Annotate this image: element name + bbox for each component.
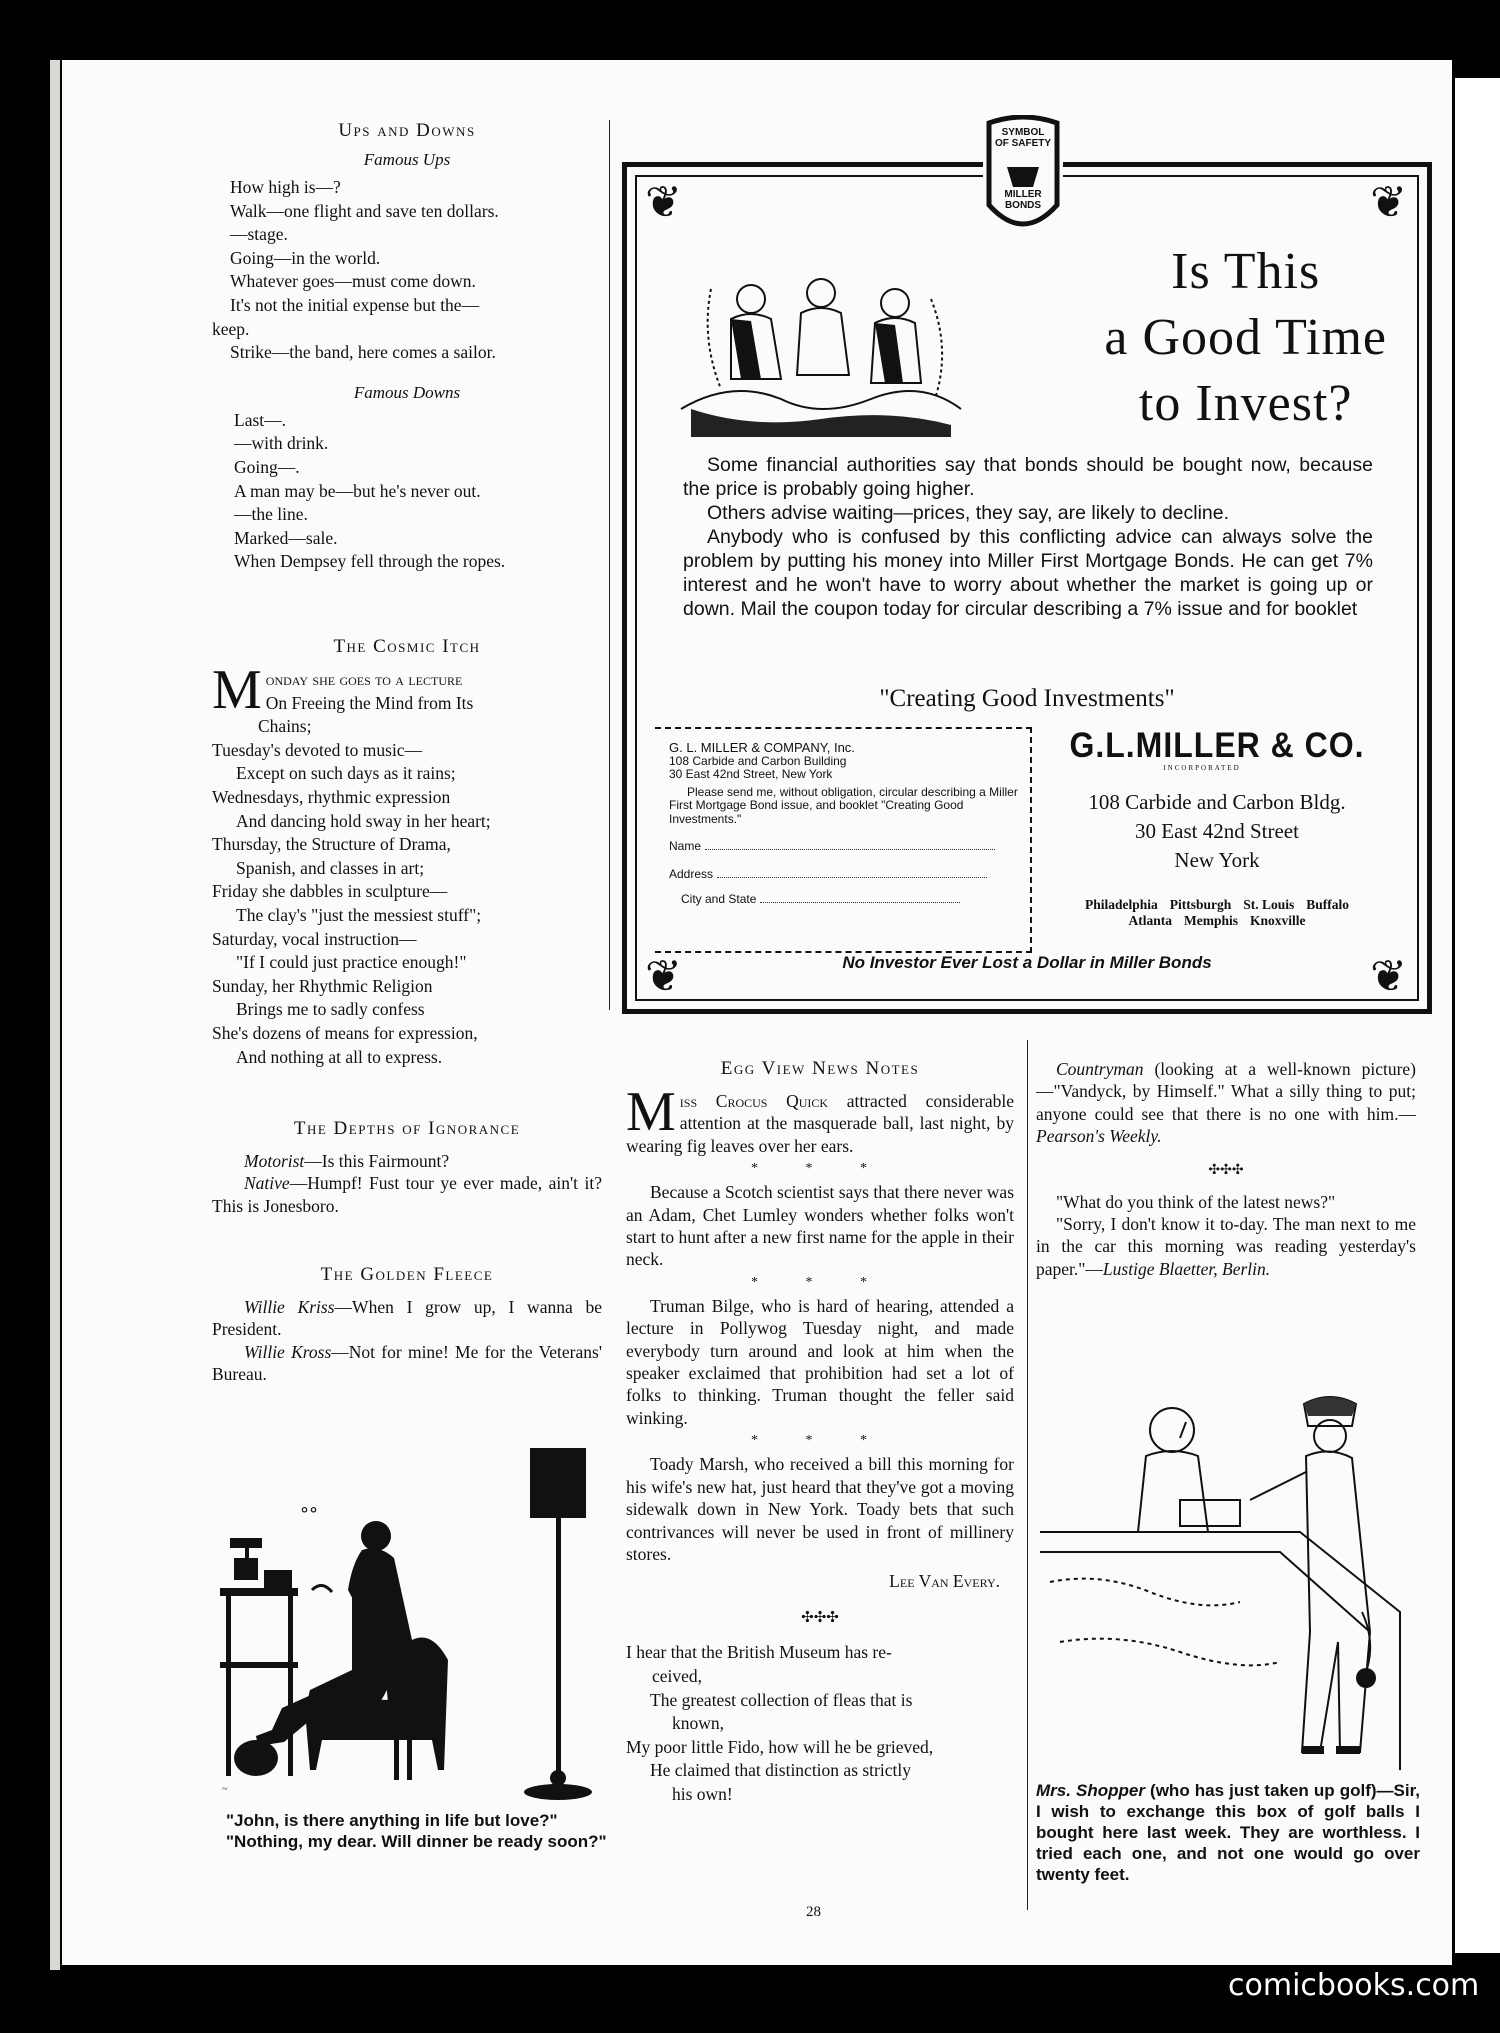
cosmic-itch-title: The Cosmic Itch [333, 636, 481, 657]
verse-line: Strike—the band, here comes a sailor. [230, 342, 496, 363]
speaker: Countryman [1056, 1059, 1144, 1079]
source: Pearson's Weekly. [1036, 1126, 1162, 1147]
facing-page-edge [1455, 78, 1500, 1953]
ups-and-downs-title: Ups and Downs [338, 120, 476, 141]
right-column [1036, 1058, 1416, 1280]
city: Pittsburgh [1169, 897, 1232, 912]
news-name: iss Crocus Quick [679, 1091, 829, 1111]
verse-line: —with drink. [234, 433, 329, 454]
verse-line: Whatever goes—must come down. [230, 271, 476, 292]
source: Lustige Blaetter, Berlin. [1102, 1258, 1271, 1279]
dropcap: M [626, 1081, 676, 1143]
mail-coupon[interactable] [655, 727, 1032, 953]
egg-view-news-notes [626, 1058, 1014, 1806]
ad-headline [1104, 239, 1387, 437]
verse-line: Sunday, her Rhythmic Religion [212, 975, 433, 996]
news-item: attracted considerable attention at the masquerade ball, last night, by wearing fig leaves over her ears. [626, 1091, 1015, 1156]
name-field[interactable] [705, 849, 995, 850]
verse-line: Last—. [234, 409, 287, 430]
verse-line: ceived, [652, 1665, 703, 1686]
byline: Lee Van Every. [889, 1571, 1000, 1592]
dialogue: —Humpf! Fust tour ye ever made, ain't it? This is Jonesboro. [212, 1173, 602, 1216]
verse-line: A man may be—but he's never out. [234, 480, 481, 501]
businessmen-illustration [671, 259, 971, 437]
speaker: Native [244, 1173, 290, 1194]
firm-block [1037, 727, 1397, 929]
ad-tagline: No Investor Ever Lost a Dollar in Miller Bonds [842, 953, 1212, 972]
headline-line: to Invest? [1138, 375, 1353, 432]
ad-slogan: "Creating Good Investments" [879, 685, 1175, 712]
verse-line: Marked—sale. [234, 527, 338, 548]
binding-gutter [50, 60, 60, 1970]
coupon-address: 30 East 42nd Street, New York [669, 767, 833, 781]
verse-line: Thursday, the Structure of Drama, [212, 834, 451, 855]
separator-stars: * * * [751, 1274, 889, 1290]
corner-flourish-icon: ❦ [645, 952, 682, 1001]
caption-line: "John, is there anything in life but love?" [226, 1811, 558, 1830]
dropcap: M [212, 659, 262, 721]
verse-line: Friday she dabbles in sculpture— [212, 881, 448, 902]
verse-line: Except on such days as it rains; [236, 763, 456, 784]
city: St. Louis [1243, 897, 1295, 912]
separator-stars: * * * [751, 1161, 889, 1177]
depths-title: The Depths of Ignorance [293, 1118, 521, 1139]
famous-downs-heading: Famous Downs [353, 382, 461, 402]
verse-line: keep. [212, 318, 250, 339]
symbol-of-safety-badge [983, 115, 1063, 245]
svg-text:°°: °° [300, 1504, 318, 1525]
caption-line: "Nothing, my dear. Will dinner be ready soon?" [226, 1832, 607, 1851]
miller-logo: G.L.MILLER & CO. [1069, 725, 1365, 765]
ornament-icon: ✣✣✣ [1208, 1162, 1244, 1178]
depths-of-ignorance [212, 1118, 602, 1217]
joke-question: "What do you think of the latest news?" [1056, 1191, 1336, 1212]
city: Atlanta [1128, 913, 1172, 928]
watermark: comicbooks.com [1228, 1968, 1480, 2003]
news-item: Because a Scotch scientist says that there never was an Adam, Chet Lumley wonders whether folks won't start to hunt after a new first name for the apple in their neck. [626, 1182, 1014, 1270]
verse-line: How high is—? [230, 177, 341, 197]
speaker: Willie Kross [244, 1341, 332, 1362]
shopper-caption [1036, 1780, 1420, 1885]
verse-line: The greatest collection of fleas that is [650, 1689, 913, 1710]
verse-line: And dancing hold sway in her heart; [236, 810, 491, 831]
corner-flourish-icon: ❦ [1370, 952, 1407, 1001]
verse-line: Brings me to sadly confess [236, 999, 425, 1020]
verse-line: He claimed that distinction as strictly [650, 1760, 911, 1781]
ad-paragraph: Others advise waiting—prices, they say, are likely to decline. [707, 502, 1230, 524]
city: Buffalo [1306, 897, 1350, 912]
verse-line: Walk—one flight and save ten dollars. [230, 200, 499, 221]
coupon-address-label: Address [669, 866, 714, 881]
verse-line: —the line. [234, 504, 308, 525]
page-number: 28 [806, 1904, 821, 1920]
logo-sub: INCORPORATED [1163, 764, 1241, 772]
cosmic-itch [212, 636, 602, 1069]
ups-and-downs [212, 120, 602, 574]
miller-bonds-advertisement [622, 127, 1432, 1014]
badge-text: MILLER [1004, 189, 1042, 200]
ad-body [683, 453, 1373, 621]
headline-line: Is This [1171, 243, 1321, 300]
verse-line: She's dozens of means for expression, [212, 1022, 478, 1043]
caption-text: (who has just taken up golf)—Sir, I wish to exchange this box of golf balls I bought here last week. They are worthless. I tried each one, and not one would go over twenty feet. [1036, 1781, 1420, 1884]
dialogue: —Not for mine! Me for the Veterans' Bureau. [212, 1341, 602, 1385]
speaker: Motorist [244, 1151, 305, 1171]
city: Knoxville [1249, 913, 1306, 928]
firm-address-line: New York [1174, 848, 1260, 872]
verse-line: Going—. [234, 456, 300, 477]
dialogue: —Is this Fairmount? [304, 1151, 450, 1171]
golden-fleece [212, 1264, 602, 1386]
badge-text: SYMBOL [1001, 127, 1045, 138]
verse-line: And nothing at all to express. [236, 1046, 443, 1067]
famous-ups-heading: Famous Ups [363, 150, 451, 169]
joke-text: (looking at a well-known picture)—"Vandyck, by Himself." What a silly thing to put; anyone could see that there is no one with him.— [1036, 1059, 1417, 1124]
joke-answer: "Sorry, I don't know it to-day. The man next to me in the car this morning was reading yesterday's paper."— [1036, 1214, 1416, 1279]
verse-line: Spanish, and classes in art; [236, 857, 425, 878]
address-field[interactable] [717, 877, 987, 878]
coupon-request: Please send me, without obligation, circular describing a Miller First Mortgage Bond issue, and booklet "Creating Good Investments." [669, 784, 1018, 826]
city-state-field[interactable] [760, 902, 960, 903]
verse-line: onday she goes to a lecture [265, 669, 463, 689]
verse-line: When Dempsey fell through the ropes. [234, 551, 506, 572]
golf-shop-illustration [1040, 1382, 1420, 1770]
corner-flourish-icon: ❦ [1370, 178, 1407, 227]
verse-line: My poor little Fido, how will he be grieved, [626, 1736, 934, 1757]
silhouette-caption [226, 1810, 608, 1852]
verse-line: Tuesday's devoted to music— [212, 739, 423, 760]
verse-line: his own! [672, 1783, 733, 1804]
column-rule [1027, 1040, 1028, 1910]
news-item: Toady Marsh, who received a bill this morning for his wife's new hat, just heard that they've got a moving sidewalk down in New York. Toady bets that such contrivances will never be used in front of millinery stores. [626, 1454, 1014, 1564]
speaker: Willie Kriss [244, 1297, 335, 1317]
verse-line: known, [672, 1713, 725, 1734]
verse-line: Saturday, vocal instruction— [212, 928, 417, 949]
verse-line: I hear that the British Museum has re- [626, 1642, 892, 1663]
ad-paragraph: Anybody who is confused by this conflicting advice can always solve the problem by putting his money into Miller First Mortgage Bonds. He can get 7% interest and he won't have to worry about whether the market is going up or down. Mail the coupon today for circular describing a 7% issue and for booklet [683, 526, 1373, 620]
coupon-name-label: Name [669, 839, 702, 853]
firm-address-line: 30 East 42nd Street [1135, 819, 1299, 843]
verse-line: Wednesdays, rhythmic expression [212, 786, 451, 807]
dialogue: —When I grow up, I wanna be President. [212, 1297, 602, 1340]
ornament-icon: ✣✣✣ [801, 1610, 839, 1627]
verse-line: Chains; [258, 716, 312, 737]
city: Philadelphia [1084, 897, 1158, 912]
verse-line: It's not the initial expense but the— [230, 294, 480, 315]
column-rule [609, 120, 610, 1010]
golden-fleece-title: The Golden Fleece [320, 1264, 494, 1285]
badge-text: OF SAFETY [994, 138, 1052, 149]
silhouette-illustration [212, 1440, 612, 1802]
verse-line: Going—in the world. [230, 247, 381, 268]
separator-stars: * * * [751, 1433, 889, 1449]
speaker: Mrs. Shopper [1036, 1781, 1145, 1800]
ad-paragraph: Some financial authorities say that bonds should be bought now, because the price is probably going higher. [683, 454, 1373, 500]
news-item: Truman Bilge, who is hard of hearing, attended a lecture in Pollywog Tuesday night, and made everybody turn around and look at him when the speaker exclaimed that prohibition had set a lot of folks to thinking. Truman thought the feller said winking. [626, 1295, 1014, 1428]
verse-line: On Freeing the Mind from Its [265, 692, 474, 713]
coupon-address: 108 Carbide and Carbon Building [669, 753, 847, 768]
corner-flourish-icon: ❦ [645, 178, 682, 227]
badge-text: BONDS [1004, 200, 1042, 211]
verse-line: "If I could just practice enough!" [236, 952, 467, 973]
coupon-city-label: City and State [681, 892, 757, 906]
headline-line: a Good Time [1104, 309, 1387, 366]
firm-address-line: 108 Carbide and Carbon Bldg. [1088, 790, 1346, 814]
svg-text:~: ~ [222, 1784, 228, 1795]
coupon-company: G. L. MILLER & COMPANY, Inc. [669, 740, 855, 755]
city: Memphis [1183, 913, 1238, 928]
egg-view-title: Egg View News Notes [720, 1058, 920, 1079]
verse-line: —stage. [230, 224, 288, 245]
verse-line: The clay's "just the messiest stuff"; [236, 904, 482, 925]
